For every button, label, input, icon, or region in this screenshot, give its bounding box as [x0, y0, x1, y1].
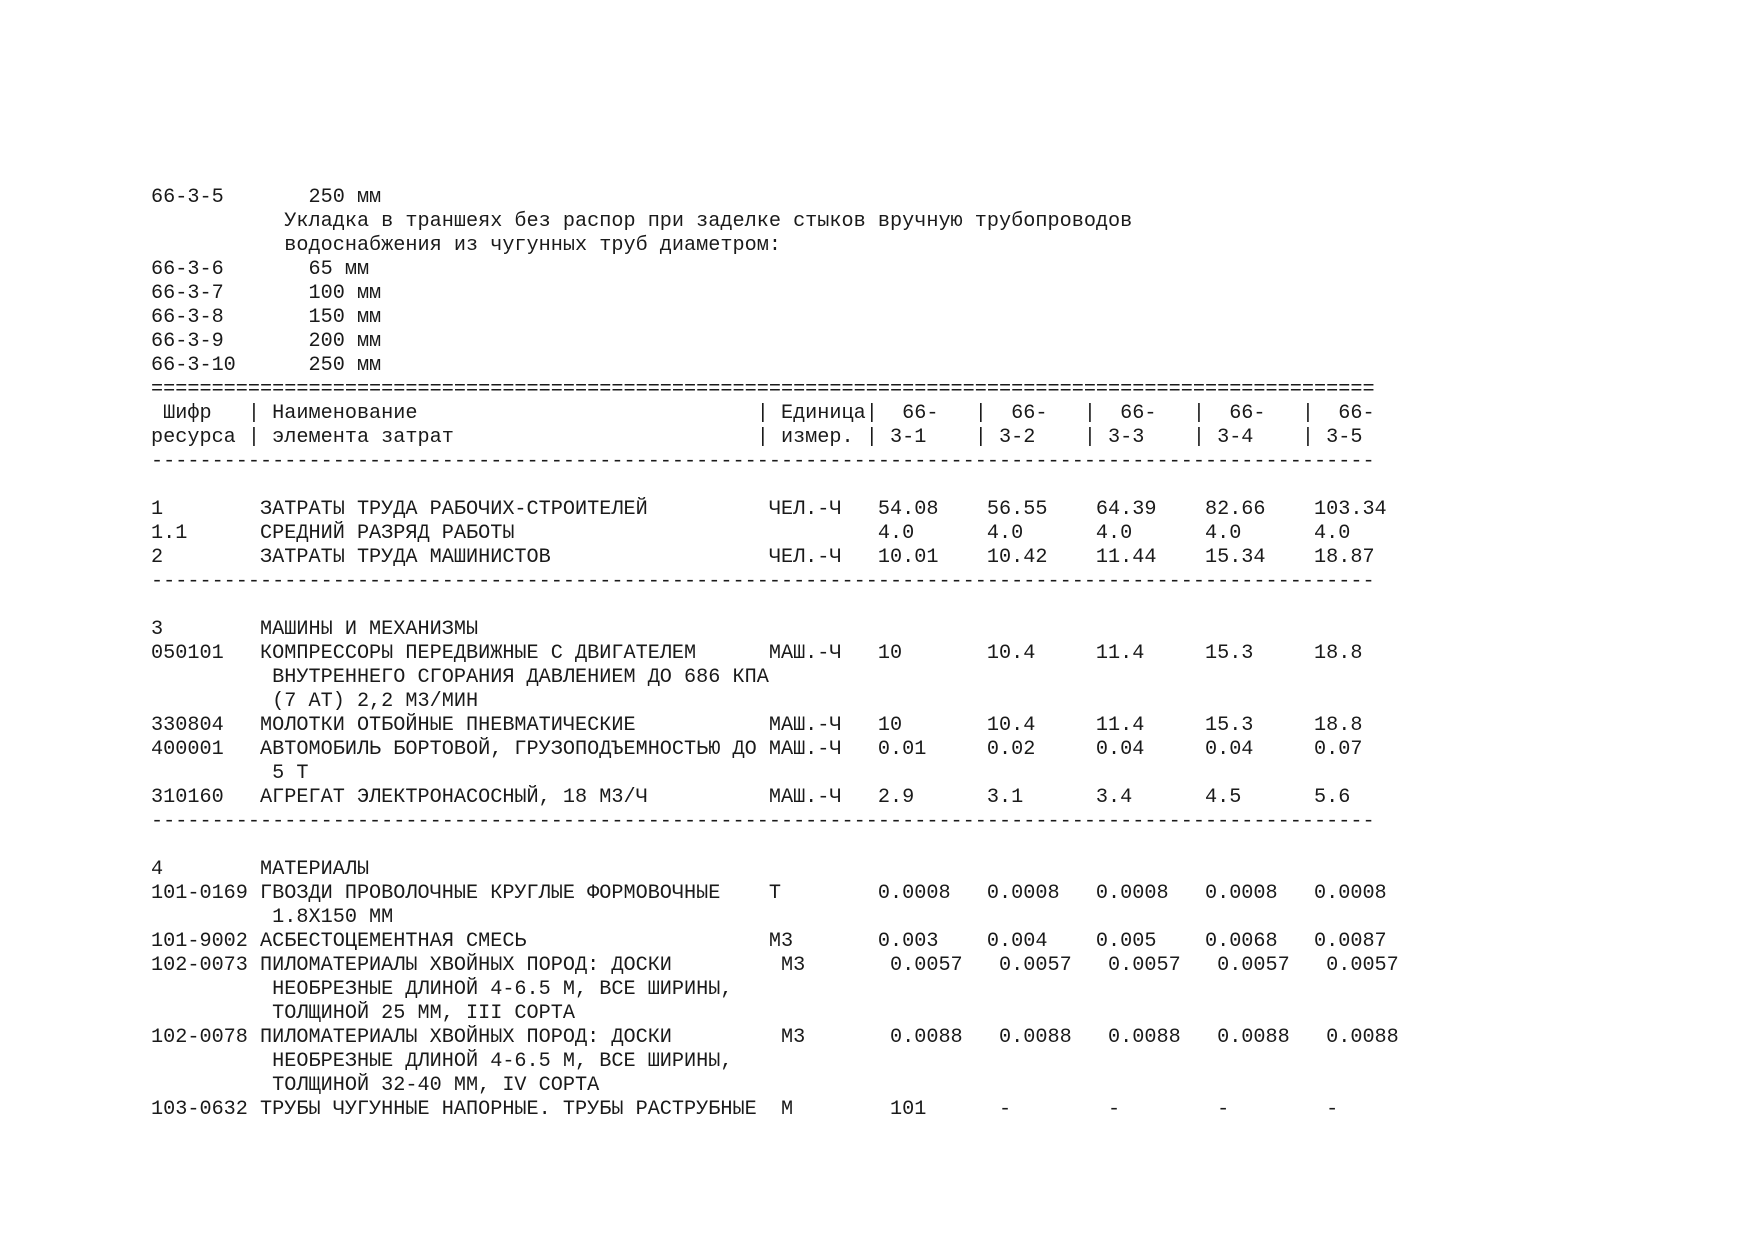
- table-row-hammers: 330804 МОЛОТКИ ОТБОЙНЫЕ ПНЕВМАТИЧЕСКИЕ МАШ.-Ч 10 10.4 11.4 15.3 18.8: [151, 714, 1363, 737]
- table-row-lumber-25mm: 102-0073 ПИЛОМАТЕРИАЛЫ ХВОЙНЫХ ПОРОД: ДОСКИ М3 0.0057 0.0057 0.0057 0.0057 0.0057: [151, 954, 1399, 977]
- table-row-truck-cont: 5 Т: [151, 762, 309, 785]
- table-header-row-1: Шифр | Наименование | Единица| 66- | 66- | 66- | 66- | 66-: [151, 402, 1375, 425]
- doc-line-section-description: Укладка в траншеях без распор при заделке стыков вручную трубопроводов: [151, 210, 1133, 233]
- blank-line: [151, 474, 1601, 498]
- doc-line-code-66-3-5: 66-3-5 250 мм: [151, 186, 382, 209]
- table-header-rule: -----------------------------------------------------------------------------------------------------: [151, 450, 1375, 473]
- table-row-lumber-25mm-cont: НЕОБРЕЗНЫЕ ДЛИНОЙ 4-6.5 М, ВСЕ ШИРИНЫ,: [151, 978, 733, 1001]
- blank-line: [151, 834, 1601, 858]
- section-heading-machines: 3 МАШИНЫ И МЕХАНИЗМЫ: [151, 618, 479, 641]
- estimate-document: [151, 186, 1601, 1122]
- section-rule: -----------------------------------------------------------------------------------------------------: [151, 810, 1375, 833]
- table-row-compressors: 050101 КОМПРЕССОРЫ ПЕРЕДВИЖНЫЕ С ДВИГАТЕЛЕМ МАШ.-Ч 10 10.4 11.4 15.3 18.8: [151, 642, 1363, 665]
- table-row-lumber-32mm: 102-0078 ПИЛОМАТЕРИАЛЫ ХВОЙНЫХ ПОРОД: ДОСКИ М3 0.0088 0.0088 0.0088 0.0088 0.0088: [151, 1026, 1399, 1049]
- table-header-row-2: ресурса | элемента затрат | измер. | 3-1 | 3-2 | 3-3 | 3-4 | 3-5: [151, 426, 1363, 449]
- table-row-average-grade: 1.1 СРЕДНИЙ РАЗРЯД РАБОТЫ 4.0 4.0 4.0 4.0 4.0: [151, 522, 1351, 545]
- section-rule: -----------------------------------------------------------------------------------------------------: [151, 570, 1375, 593]
- table-row-nails: 101-0169 ГВОЗДИ ПРОВОЛОЧНЫЕ КРУГЛЫЕ ФОРМОВОЧНЫЕ Т 0.0008 0.0008 0.0008 0.0008 0.0008: [151, 882, 1387, 905]
- doc-line-code-66-3-6: 66-3-6 65 мм: [151, 258, 370, 281]
- table-row-labor-workers: 1 ЗАТРАТЫ ТРУДА РАБОЧИХ-СТРОИТЕЛЕЙ ЧЕЛ.-Ч 54.08 56.55 64.39 82.66 103.34: [151, 498, 1387, 521]
- table-row-truck: 400001 АВТОМОБИЛЬ БОРТОВОЙ, ГРУЗОПОДЪЕМНОСТЬЮ ДО МАШ.-Ч 0.01 0.02 0.04 0.04 0.07: [151, 738, 1363, 761]
- doc-line-code-66-3-10: 66-3-10 250 мм: [151, 354, 382, 377]
- doc-line-section-description-cont: водоснабжения из чугунных труб диаметром:: [151, 234, 781, 257]
- doc-line-code-66-3-7: 66-3-7 100 мм: [151, 282, 382, 305]
- table-row-cast-iron-pipes: 103-0632 ТРУБЫ ЧУГУННЫЕ НАПОРНЫЕ. ТРУБЫ РАСТРУБНЫЕ М 101 - - - -: [151, 1098, 1339, 1121]
- doc-line-code-66-3-8: 66-3-8 150 мм: [151, 306, 382, 329]
- table-row-labor-machinists: 2 ЗАТРАТЫ ТРУДА МАШИНИСТОВ ЧЕЛ.-Ч 10.01 10.42 11.44 15.34 18.87: [151, 546, 1375, 569]
- table-row-compressors-cont: ВНУТРЕННЕГО СГОРАНИЯ ДАВЛЕНИЕМ ДО 686 КПА: [151, 666, 769, 689]
- table-row-pump-unit: 310160 АГРЕГАТ ЭЛЕКТРОНАСОСНЫЙ, 18 М3/Ч МАШ.-Ч 2.9 3.1 3.4 4.5 5.6: [151, 786, 1351, 809]
- table-top-rule: =====================================================================================================: [151, 378, 1375, 401]
- table-row-nails-cont: 1.8Х150 ММ: [151, 906, 394, 929]
- table-row-lumber-32mm-cont: НЕОБРЕЗНЫЕ ДЛИНОЙ 4-6.5 М, ВСЕ ШИРИНЫ,: [151, 1050, 733, 1073]
- table-row-lumber-25mm-cont: ТОЛЩИНОЙ 25 ММ, III СОРТА: [151, 1002, 576, 1025]
- table-row-compressors-cont: (7 АТ) 2,2 М3/МИН: [151, 690, 479, 713]
- table-row-asbestos-mix: 101-9002 АСБЕСТОЦЕМЕНТНАЯ СМЕСЬ М3 0.003 0.004 0.005 0.0068 0.0087: [151, 930, 1387, 953]
- doc-line-code-66-3-9: 66-3-9 200 мм: [151, 330, 382, 353]
- table-row-lumber-32mm-cont: ТОЛЩИНОЙ 32-40 ММ, IV СОРТА: [151, 1074, 600, 1097]
- section-heading-materials: 4 МАТЕРИАЛЫ: [151, 858, 370, 881]
- blank-line: [151, 594, 1601, 618]
